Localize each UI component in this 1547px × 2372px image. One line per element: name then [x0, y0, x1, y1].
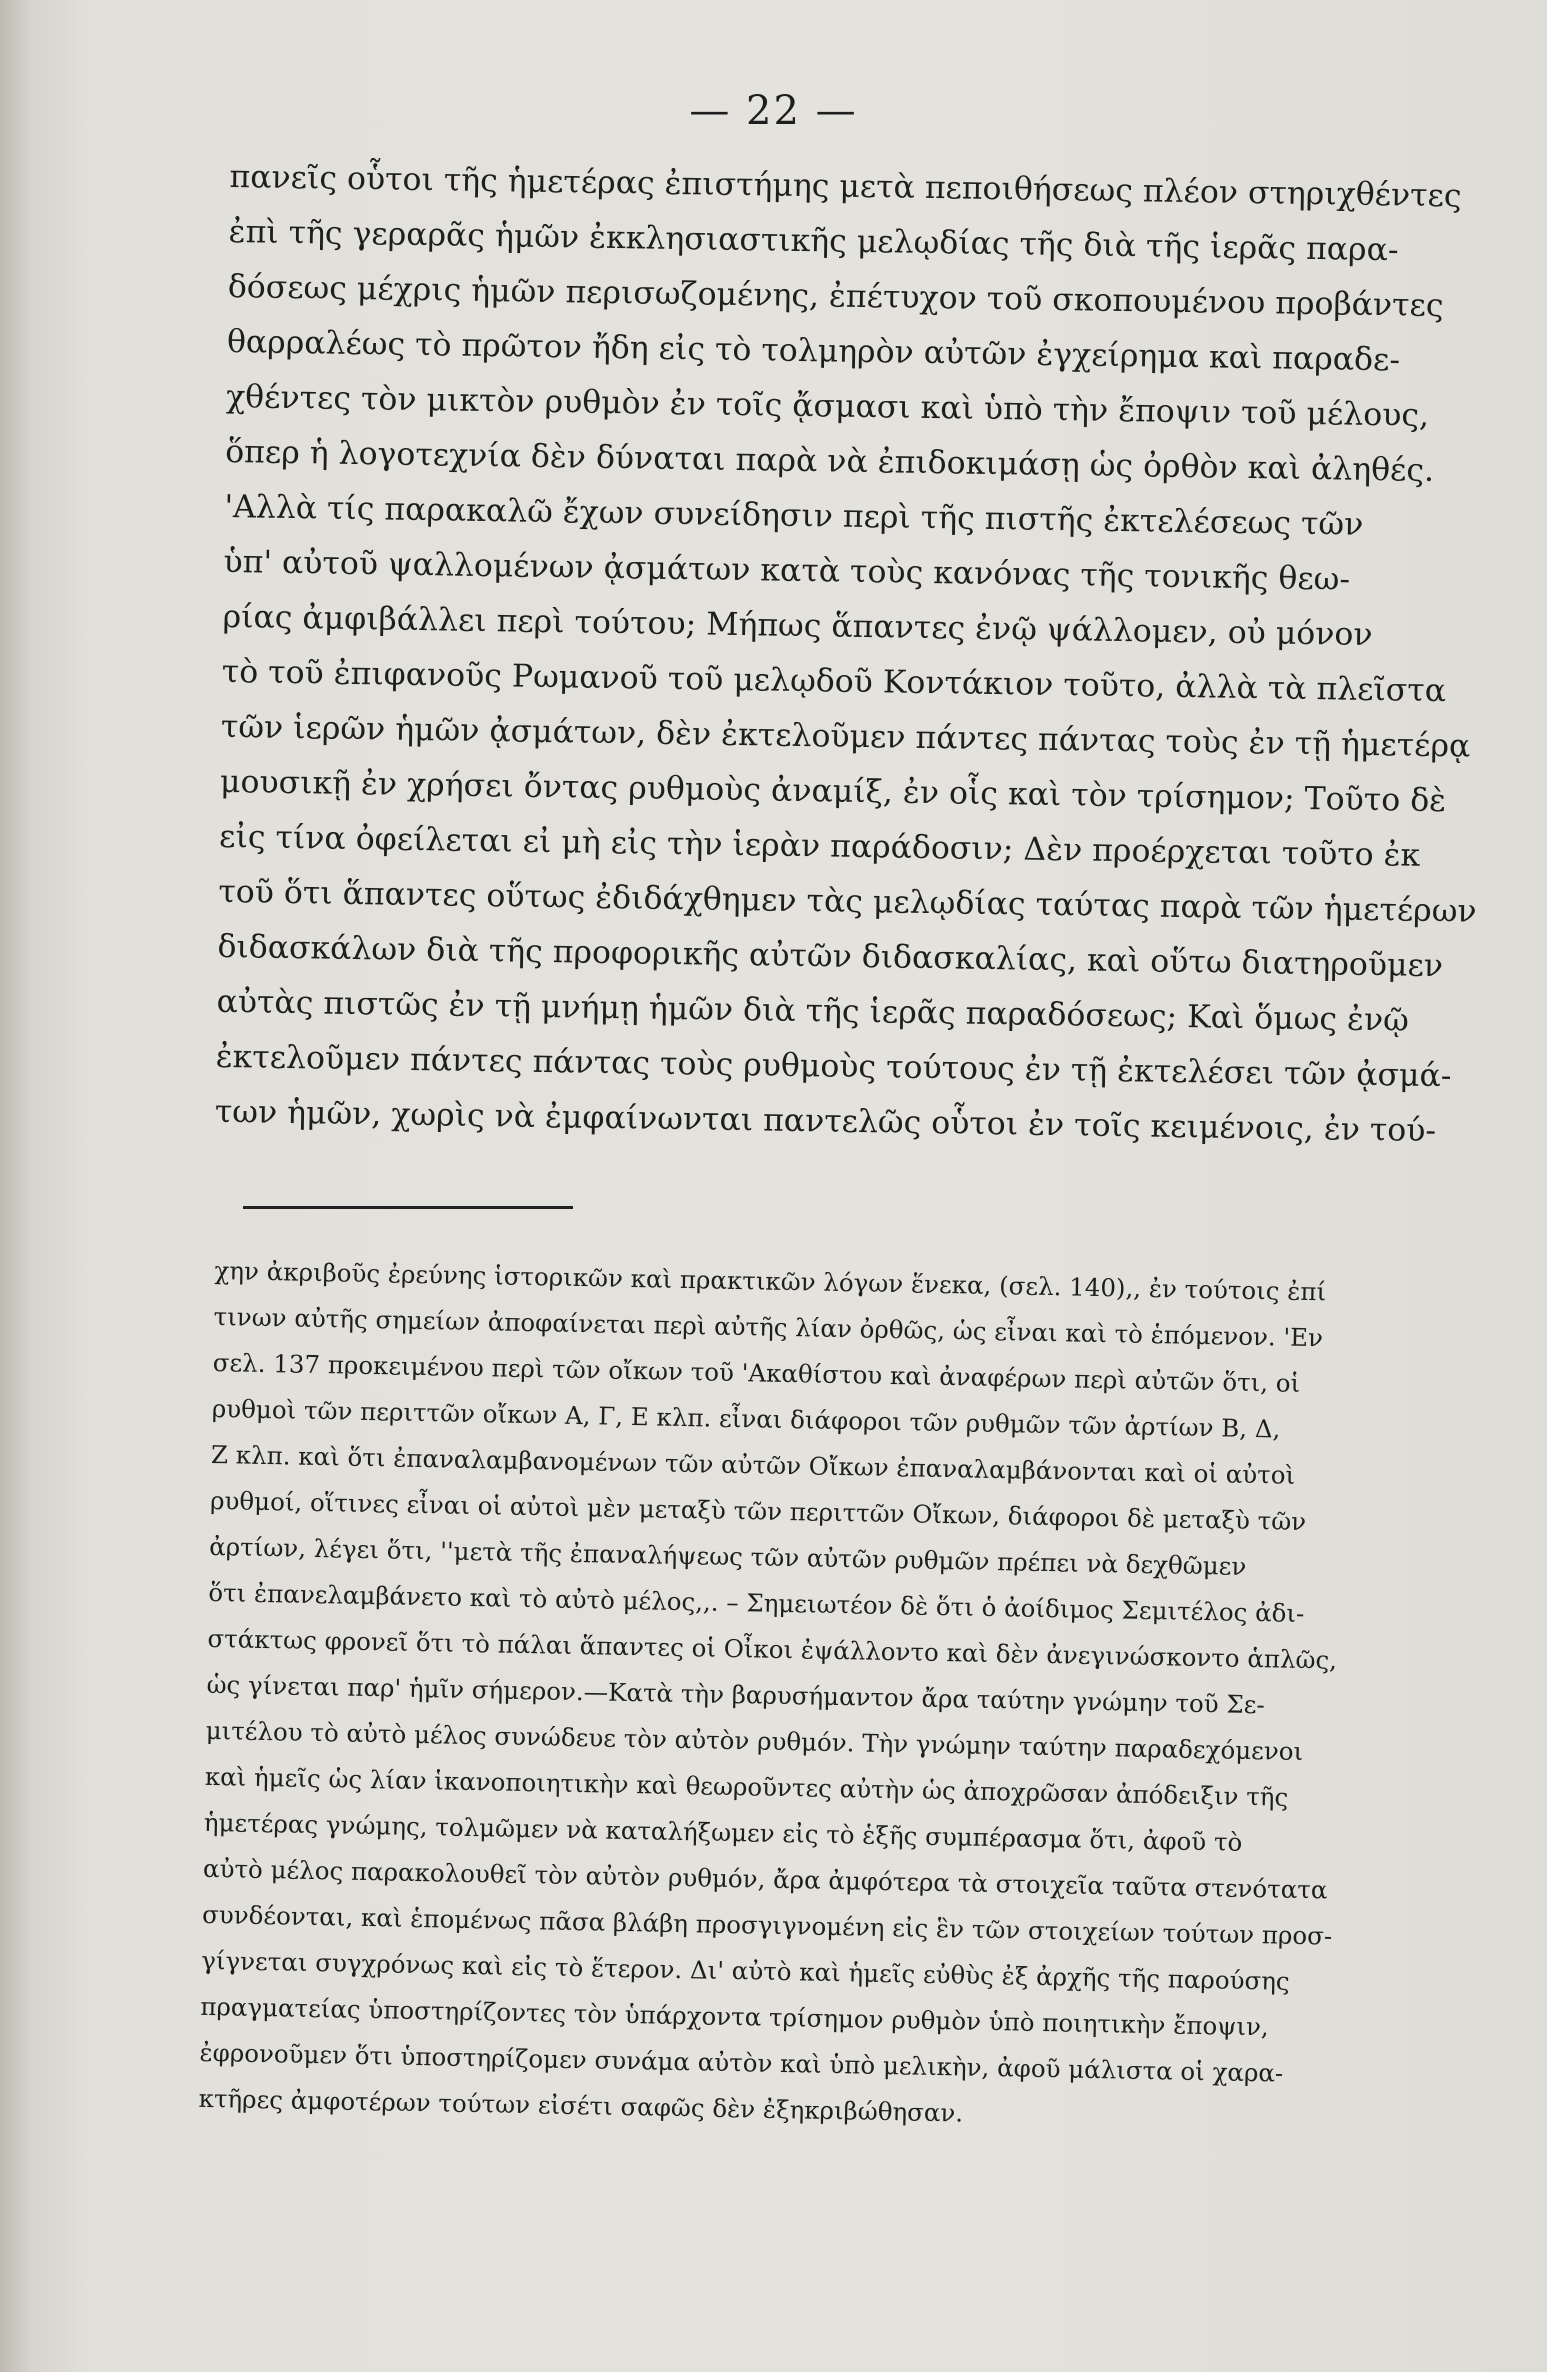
footnote-line: στάκτως φρονεῖ ὅτι τὸ πάλαι ἅπαντες οἱ Οἶκοι ἐψάλλοντο καὶ δὲν ἀνεγινώσκοντο ἁπλῶς,	[207, 1623, 1338, 1675]
main-text-line: ἐπὶ τῆς γεραρᾶς ἡμῶν ἐκκλησιαστικῆς μελῳδίας τῆς διὰ τῆς ἱερᾶς παρα-	[228, 213, 1399, 269]
page-number: — 22 —	[689, 88, 858, 134]
footnote-line: Ζ κλπ. καὶ ὅτι ἐπαναλαμβανομένων τῶν αὐτῶν Οἴκων ἐπαναλαμβάνονται καὶ οἱ αὐτοὶ	[210, 1439, 1296, 1490]
main-text-line: θαρραλέως τὸ πρῶτον ἤδη εἰς τὸ τολμηρὸν αὐτῶν ἐγχείρημα καὶ παραδε-	[226, 323, 1401, 379]
footnote-line: ρυθμοί, οἵτινες εἶναι οἱ αὐτοὶ μὲν μεταξὺ τῶν περιττῶν Οἴκων, διάφοροι δὲ μεταξὺ τῶν	[209, 1485, 1307, 1536]
footnote-line: αὐτὸ μέλος παρακολουθεῖ τὸν αὐτὸν ρυθμόν, ἄρα ἀμφότερα τὰ στοιχεῖα ταῦτα στενότατα	[202, 1853, 1328, 1905]
main-text-line: δόσεως μέχρις ἡμῶν περισωζομένης, ἐπέτυχον τοῦ σκοπουμένου προβάντες	[227, 268, 1444, 325]
footnote-line: ἀρτίων, λέγει ὅτι, ''μετὰ τῆς ἐπαναλήψεως τῶν αὐτῶν ρυθμῶν πρέπει νὰ δεχθῶμεν	[208, 1531, 1247, 1581]
footnote-line: χην ἀκριβοῦς ἐρεύνης ἱστορικῶν καὶ πρακτικῶν λόγων ἕνεκα, (σελ. 140),, ἐν τούτοις ἐπί	[214, 1255, 1327, 1307]
footnote-divider	[243, 1206, 573, 1209]
main-text-line: ἐκτελοῦμεν πάντες πάντας τοὺς ρυθμοὺς τούτους ἐν τῇ ἐκτελέσει τῶν ᾀσμά-	[215, 1038, 1452, 1095]
main-text-line: τὸ τοῦ ἐπιφανοῦς Ρωμανοῦ τοῦ μελῳδοῦ Κοντάκιον τοῦτο, ἀλλὰ τὰ πλεῖστα	[221, 653, 1447, 710]
main-text-line: των ἡμῶν, χωρὶς νὰ ἐμφαίνωνται παντελῶς οὗτοι ἐν τοῖς κειμένοις, ἐν τού-	[214, 1093, 1437, 1150]
main-text-line: διδασκάλων διὰ τῆς προφορικῆς αὐτῶν διδασκαλίας, καὶ οὕτω διατηροῦμεν	[217, 928, 1444, 985]
footnote-line: μιτέλου τὸ αὐτὸ μέλος συνώδευε τὸν αὐτὸν ρυθμόν. Τὴν γνώμην ταύτην παραδεχόμενοι	[205, 1715, 1304, 1766]
main-text-line: μουσικῇ ἐν χρήσει ὄντας ρυθμοὺς ἀναμίξ, ἐν οἷς καὶ τὸν τρίσημον; Τοῦτο δὲ	[219, 763, 1447, 820]
main-text-line: τῶν ἱερῶν ἡμῶν ᾀσμάτων, δὲν ἐκτελοῦμεν πάντες πάντας τοὺς ἐν τῇ ἡμετέρᾳ	[220, 708, 1471, 765]
footnote-line: πραγματείας ὑποστηρίζοντες τὸν ὑπάρχοντα τρίσημον ρυθμὸν ὑπὸ ποιητικὴν ἔποψιν,	[200, 1991, 1270, 2042]
main-text-line: 'Αλλὰ τίς παρακαλῶ ἔχων συνείδησιν περὶ τῆς πιστῆς ἐκτελέσεως τῶν	[224, 488, 1364, 543]
main-text-line: χθέντες τὸν μικτὸν ρυθμὸν ἐν τοῖς ᾄσμασι καὶ ὑπὸ τὴν ἔποψιν τοῦ μέλους,	[225, 378, 1430, 434]
main-text-line: αὐτὰς πιστῶς ἐν τῇ μνήμῃ ἡμῶν διὰ τῆς ἱερᾶς παραδόσεως; Καὶ ὅμως ἐνῷ	[216, 983, 1410, 1039]
footnote-line: καὶ ἡμεῖς ὡς λίαν ἱκανοποιητικὴν καὶ θεωροῦντες αὐτὴν ὡς ἀποχρῶσαν ἀπόδειξιν τῆς	[204, 1761, 1289, 1812]
main-body-text	[214, 150, 1499, 1160]
main-text-line: ὑπ' αὐτοῦ ψαλλομένων ᾀσμάτων κατὰ τοὺς κανόνας τῆς τονικῆς θεω-	[223, 543, 1351, 598]
footnote-line: γίγνεται συγχρόνως καὶ εἰς τὸ ἕτερον. Δι' αὐτὸ καὶ ἡμεῖς εὐθὺς ἐξ ἀρχῆς τῆς παρούσης	[201, 1945, 1290, 1996]
footnote-line: ὡς γίνεται παρ' ἡμῖν σήμερον.—Κατὰ τὴν βαρυσήμαντον ἄρα ταύτην γνώμην τοῦ Σε-	[206, 1669, 1266, 1720]
main-text-line: τοῦ ὅτι ἅπαντες οὕτως ἐδιδάχθημεν τὰς μελῳδίας ταύτας παρὰ τῶν ἡμετέρων	[218, 873, 1477, 930]
footnote-line: τινων αὐτῆς σημείων ἀποφαίνεται περὶ αὐτῆς λίαν ὀρθῶς, ὡς εἶναι καὶ τὸ ἑπόμενον. 'Εν	[213, 1301, 1324, 1353]
footnote-text	[198, 1248, 1485, 2146]
footnote-line: σελ. 137 προκειμένου περὶ τῶν οἴκων τοῦ 'Ακαθίστου καὶ ἀναφέρων περὶ αὐτῶν ὅτι, οἱ	[212, 1347, 1301, 1398]
main-text-line: ρίας ἀμφιβάλλει περὶ τούτου; Μήπως ἅπαντες ἐνῷ ψάλλομεν, οὐ μόνον	[222, 598, 1373, 654]
main-text-line: ὅπερ ἡ λογοτεχνία δὲν δύναται παρὰ νὰ ἐπιδοκιμάσῃ ὡς ὀρθὸν καὶ ἀληθές.	[224, 433, 1435, 489]
footnote-line: κτῆρες ἀμφοτέρων τούτων εἰσέτι σαφῶς δὲν ἐξηκριβώθησαν.	[198, 2083, 964, 2128]
footnote-line: ὅτι ἐπανελαμβάνετο καὶ τὸ αὐτὸ μέλος,,. – Σημειωτέον δὲ ὅτι ὁ ἀοίδιμος Σεμιτέλος ἀδι-	[208, 1577, 1305, 1628]
footnote-line: ἡμετέρας γνώμης, τολμῶμεν νὰ καταλήξωμεν εἰς τὸ ἑξῆς συμπέρασμα ὅτι, ἀφοῦ τὸ	[203, 1807, 1243, 1857]
main-text-line: πανεῖς οὗτοι τῆς ἡμετέρας ἐπιστήμης μετὰ πεποιθήσεως πλέον στηριχθέντες	[229, 158, 1462, 215]
footnote-line: ἐφρονοῦμεν ὅτι ὑποστηρίζομεν συνάμα αὐτὸν καὶ ὑπὸ μελικὴν, ἀφοῦ μάλιστα οἱ χαρα-	[199, 2037, 1284, 2088]
footnote-line: ρυθμοὶ τῶν περιττῶν οἴκων Α, Γ, Ε κλπ. εἶναι διάφοροι τῶν ρυθμῶν τῶν ἀρτίων Β, Δ,	[211, 1393, 1281, 1444]
footnote-line: συνδέονται, καὶ ἑπομένως πᾶσα βλάβη προσγιγνομένη εἰς ἓν τῶν στοιχείων τούτων προσ-	[201, 1899, 1333, 1951]
main-text-line: εἰς τίνα ὀφείλεται εἰ μὴ εἰς τὴν ἱερὰν παράδοσιν; Δὲν προέρχεται τοῦτο ἐκ	[218, 818, 1421, 874]
